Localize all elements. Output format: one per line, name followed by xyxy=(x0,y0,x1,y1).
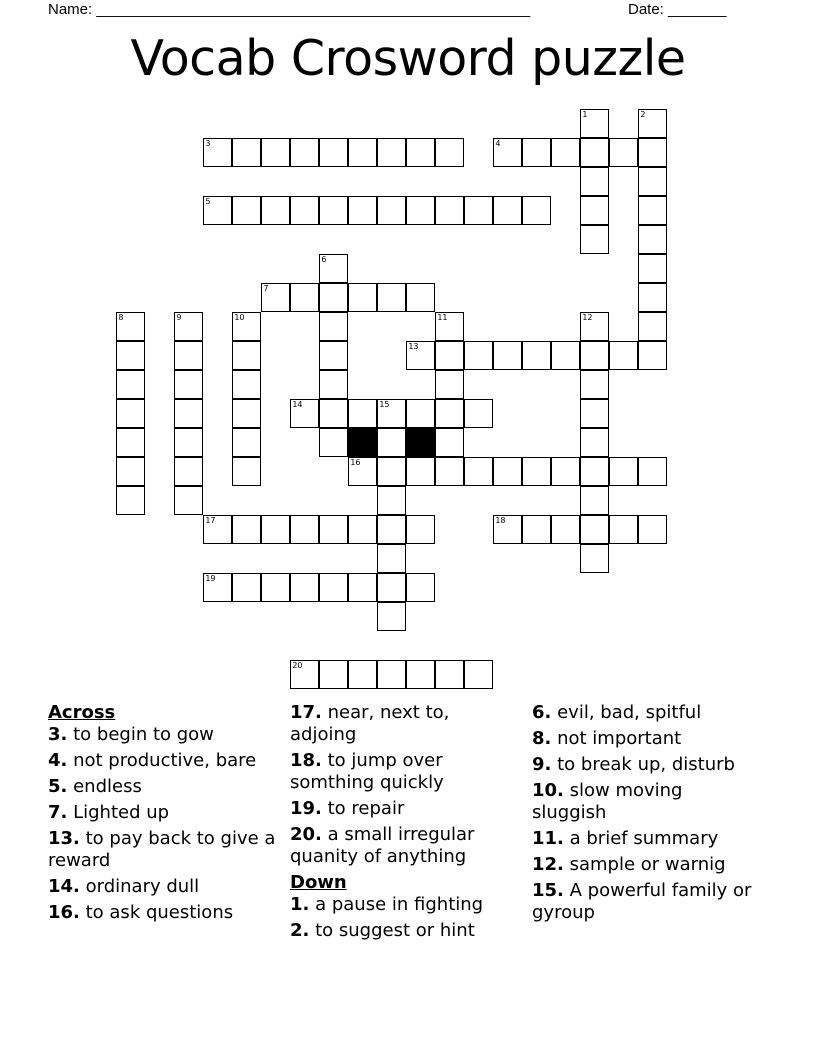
grid-cell[interactable] xyxy=(580,515,609,544)
grid-cell[interactable] xyxy=(290,138,319,167)
clue-text: a pause in fighting xyxy=(309,894,484,915)
grid-cell[interactable] xyxy=(580,341,609,370)
grid-cell[interactable] xyxy=(493,341,522,370)
grid-cell[interactable] xyxy=(522,515,551,544)
grid-cell[interactable] xyxy=(232,341,261,370)
grid-cell[interactable] xyxy=(580,196,609,225)
clue-number: 3. xyxy=(48,724,68,745)
grid-cell[interactable] xyxy=(116,428,145,457)
grid-cell[interactable] xyxy=(406,341,435,370)
across-heading: Across xyxy=(48,702,116,723)
grid-cell[interactable] xyxy=(116,370,145,399)
clue-number: 14. xyxy=(48,876,80,897)
down-heading: Down xyxy=(290,872,347,893)
clue-number-label: 16 xyxy=(350,458,361,468)
clue-number: 1. xyxy=(290,894,310,915)
grid-cell[interactable] xyxy=(609,138,638,167)
clue-item xyxy=(48,776,278,798)
grid-cell[interactable] xyxy=(290,399,319,428)
clue-item xyxy=(48,902,278,924)
grid-cell[interactable] xyxy=(319,573,348,602)
grid-cell[interactable] xyxy=(116,399,145,428)
clue-item xyxy=(532,754,762,776)
grid-cell[interactable] xyxy=(203,138,232,167)
grid-cell[interactable] xyxy=(493,515,522,544)
grid-cell[interactable] xyxy=(522,196,551,225)
grid-cell[interactable] xyxy=(406,399,435,428)
grid-cell[interactable] xyxy=(435,370,464,399)
clue-text: to suggest or hint xyxy=(309,920,475,941)
clue-number: 20. xyxy=(290,824,322,845)
grid-cell[interactable] xyxy=(580,486,609,515)
grid-cell[interactable] xyxy=(174,370,203,399)
clue-number: 16. xyxy=(48,902,80,923)
clue-item xyxy=(48,750,278,772)
clue-item xyxy=(532,880,762,924)
clue-number-label: 2 xyxy=(640,110,646,120)
grid-cell[interactable] xyxy=(116,457,145,486)
grid-cell[interactable] xyxy=(609,515,638,544)
grid-cell[interactable] xyxy=(203,196,232,225)
grid-cell[interactable] xyxy=(493,457,522,486)
grid-cell[interactable] xyxy=(406,138,435,167)
grid-cell[interactable] xyxy=(377,573,406,602)
grid-cell[interactable] xyxy=(377,399,406,428)
grid-cell[interactable] xyxy=(638,341,667,370)
grid-cell[interactable] xyxy=(493,196,522,225)
clue-number: 9. xyxy=(532,754,552,775)
clue-number-label: 14 xyxy=(292,400,303,410)
clue-number: 15. xyxy=(532,880,564,901)
grid-cell[interactable] xyxy=(522,138,551,167)
clue-number: 8. xyxy=(532,728,552,749)
crossword-grid xyxy=(117,110,717,710)
clue-number-label: 7 xyxy=(263,284,269,294)
grid-cell[interactable] xyxy=(232,428,261,457)
grid-cell[interactable] xyxy=(232,196,261,225)
grid-cell[interactable] xyxy=(290,515,319,544)
grid-cell[interactable] xyxy=(493,138,522,167)
clue-text: sample or warnig xyxy=(563,854,726,875)
clue-number: 12. xyxy=(532,854,564,875)
clue-number: 4. xyxy=(48,750,68,771)
clue-text: ordinary dull xyxy=(79,876,200,897)
clue-text: to break up, disturb xyxy=(551,754,735,775)
grid-cell[interactable] xyxy=(290,283,319,312)
grid-cell[interactable] xyxy=(551,341,580,370)
grid-cell[interactable] xyxy=(232,573,261,602)
clue-number: 18. xyxy=(290,750,322,771)
grid-cell[interactable] xyxy=(435,399,464,428)
clue-item xyxy=(532,728,762,750)
clue-text: to begin to gow xyxy=(67,724,214,745)
grid-cell[interactable] xyxy=(319,399,348,428)
grid-cell[interactable] xyxy=(261,138,290,167)
grid-cell[interactable] xyxy=(406,660,435,689)
name-field[interactable]: Name: ____________________________________________________ xyxy=(48,1,531,18)
clue-item xyxy=(532,828,762,850)
grid-cell[interactable] xyxy=(377,428,406,457)
grid-cell[interactable] xyxy=(174,341,203,370)
grid-cell[interactable] xyxy=(377,544,406,573)
grid-cell[interactable] xyxy=(319,515,348,544)
clue-text: Lighted up xyxy=(67,802,170,823)
grid-cell[interactable] xyxy=(232,138,261,167)
grid-cell[interactable] xyxy=(319,341,348,370)
grid-cell[interactable] xyxy=(435,196,464,225)
grid-cell[interactable] xyxy=(290,573,319,602)
clue-number: 19. xyxy=(290,798,322,819)
clue-number-label: 1 xyxy=(582,110,588,120)
grid-cell[interactable] xyxy=(464,399,493,428)
clue-number-label: 19 xyxy=(205,574,216,584)
clue-text: to repair xyxy=(321,798,405,819)
clue-text: to jump over somthing quickly xyxy=(290,750,444,793)
grid-cell[interactable] xyxy=(174,457,203,486)
grid-cell[interactable] xyxy=(580,138,609,167)
clues-column-2 xyxy=(290,702,520,946)
grid-cell[interactable] xyxy=(580,457,609,486)
grid-cell[interactable] xyxy=(609,341,638,370)
grid-cell[interactable] xyxy=(232,515,261,544)
clue-number-label: 12 xyxy=(582,313,593,323)
grid-cell[interactable] xyxy=(319,660,348,689)
grid-cell[interactable] xyxy=(580,428,609,457)
grid-cell[interactable] xyxy=(435,660,464,689)
grid-cell[interactable] xyxy=(638,457,667,486)
grid-cell[interactable] xyxy=(435,341,464,370)
grid-cell[interactable] xyxy=(290,660,319,689)
grid-cell[interactable] xyxy=(435,457,464,486)
clue-item xyxy=(48,876,278,898)
clue-item xyxy=(48,802,278,824)
grid-cell[interactable] xyxy=(522,341,551,370)
clue-number: 11. xyxy=(532,828,564,849)
clue-item xyxy=(532,854,762,876)
grid-cell[interactable] xyxy=(638,138,667,167)
grid-cell[interactable] xyxy=(116,341,145,370)
clue-item xyxy=(48,724,278,746)
black-cell xyxy=(406,428,435,457)
grid-cell[interactable] xyxy=(580,109,609,138)
grid-cell[interactable] xyxy=(406,196,435,225)
clue-text: evil, bad, spitful xyxy=(551,702,702,723)
clue-item xyxy=(532,702,762,724)
grid-cell[interactable] xyxy=(638,515,667,544)
clue-number: 10. xyxy=(532,780,564,801)
grid-cell[interactable] xyxy=(377,660,406,689)
grid-cell[interactable] xyxy=(377,196,406,225)
grid-cell[interactable] xyxy=(638,167,667,196)
clue-text: not productive, bare xyxy=(67,750,257,771)
clue-number: 6. xyxy=(532,702,552,723)
clue-item xyxy=(290,750,520,794)
grid-cell[interactable] xyxy=(377,138,406,167)
grid-cell[interactable] xyxy=(174,486,203,515)
grid-cell[interactable] xyxy=(174,428,203,457)
grid-cell[interactable] xyxy=(348,283,377,312)
clue-number-label: 17 xyxy=(205,516,216,526)
page-title: Vocab Crosword puzzle xyxy=(130,30,686,87)
clue-number: 2. xyxy=(290,920,310,941)
grid-cell[interactable] xyxy=(551,138,580,167)
clue-number-label: 6 xyxy=(321,255,327,265)
clues-column-3 xyxy=(532,702,762,928)
clue-number-label: 18 xyxy=(495,516,506,526)
clue-item xyxy=(290,702,520,746)
grid-cell[interactable] xyxy=(377,515,406,544)
grid-cell[interactable] xyxy=(203,515,232,544)
grid-cell[interactable] xyxy=(638,312,667,341)
grid-cell[interactable] xyxy=(348,457,377,486)
clue-text: slow moving sluggish xyxy=(532,780,683,823)
clue-number-label: 5 xyxy=(205,197,211,207)
clue-text: to ask questions xyxy=(79,902,234,923)
clue-text: to pay back to give a reward xyxy=(48,828,276,871)
grid-cell[interactable] xyxy=(551,515,580,544)
grid-cell[interactable] xyxy=(406,515,435,544)
grid-cell[interactable] xyxy=(464,196,493,225)
grid-cell[interactable] xyxy=(348,660,377,689)
grid-cell[interactable] xyxy=(464,660,493,689)
clue-item xyxy=(290,920,520,942)
grid-cell[interactable] xyxy=(232,312,261,341)
grid-cell[interactable] xyxy=(580,167,609,196)
grid-cell[interactable] xyxy=(348,138,377,167)
grid-cell[interactable] xyxy=(580,399,609,428)
grid-cell[interactable] xyxy=(261,196,290,225)
clue-text: not important xyxy=(551,728,682,749)
grid-cell[interactable] xyxy=(609,457,638,486)
grid-cell[interactable] xyxy=(348,196,377,225)
grid-cell[interactable] xyxy=(319,312,348,341)
date-field[interactable]: Date: _______ xyxy=(628,1,727,18)
grid-cell[interactable] xyxy=(377,486,406,515)
grid-cell[interactable] xyxy=(638,283,667,312)
grid-cell[interactable] xyxy=(580,312,609,341)
grid-cell[interactable] xyxy=(406,283,435,312)
black-cell xyxy=(348,428,377,457)
clue-number: 7. xyxy=(48,802,68,823)
grid-cell[interactable] xyxy=(348,399,377,428)
grid-cell[interactable] xyxy=(319,196,348,225)
clue-number-label: 20 xyxy=(292,661,303,671)
grid-cell[interactable] xyxy=(638,196,667,225)
clue-text: a small irregular quanity of anything xyxy=(290,824,475,867)
grid-cell[interactable] xyxy=(319,138,348,167)
grid-cell[interactable] xyxy=(377,283,406,312)
clue-item xyxy=(290,824,520,868)
grid-cell[interactable] xyxy=(232,399,261,428)
grid-cell[interactable] xyxy=(174,312,203,341)
grid-cell[interactable] xyxy=(406,573,435,602)
clue-number: 13. xyxy=(48,828,80,849)
grid-cell[interactable] xyxy=(638,225,667,254)
grid-cell[interactable] xyxy=(348,515,377,544)
grid-cell[interactable] xyxy=(580,370,609,399)
grid-cell[interactable] xyxy=(464,457,493,486)
clue-number-label: 15 xyxy=(379,400,390,410)
grid-cell[interactable] xyxy=(232,370,261,399)
clue-text: A powerful family or gyroup xyxy=(532,880,752,923)
grid-cell[interactable] xyxy=(435,428,464,457)
grid-cell[interactable] xyxy=(377,457,406,486)
grid-cell[interactable] xyxy=(290,196,319,225)
grid-cell[interactable] xyxy=(551,457,580,486)
grid-cell[interactable] xyxy=(319,254,348,283)
clue-item xyxy=(48,828,278,872)
grid-cell[interactable] xyxy=(522,457,551,486)
grid-cell[interactable] xyxy=(261,283,290,312)
grid-cell[interactable] xyxy=(377,602,406,631)
grid-cell[interactable] xyxy=(174,399,203,428)
grid-cell[interactable] xyxy=(348,573,377,602)
grid-cell[interactable] xyxy=(638,254,667,283)
grid-cell[interactable] xyxy=(464,341,493,370)
grid-cell[interactable] xyxy=(319,283,348,312)
clue-number-label: 9 xyxy=(176,313,182,323)
grid-cell[interactable] xyxy=(580,225,609,254)
clue-number-label: 10 xyxy=(234,313,245,323)
clue-number-label: 11 xyxy=(437,313,448,323)
clue-number-label: 3 xyxy=(205,139,211,149)
grid-cell[interactable] xyxy=(319,428,348,457)
clue-number: 5. xyxy=(48,776,68,797)
grid-cell[interactable] xyxy=(203,573,232,602)
grid-cell[interactable] xyxy=(261,515,290,544)
clue-number-label: 8 xyxy=(118,313,124,323)
grid-cell[interactable] xyxy=(580,544,609,573)
clue-item xyxy=(290,798,520,820)
grid-cell[interactable] xyxy=(319,370,348,399)
clue-number-label: 4 xyxy=(495,139,501,149)
grid-cell[interactable] xyxy=(435,312,464,341)
clue-text: a brief summary xyxy=(563,828,719,849)
grid-cell[interactable] xyxy=(638,109,667,138)
clue-text: endless xyxy=(67,776,142,797)
grid-cell[interactable] xyxy=(116,312,145,341)
clue-text: near, next to, adjoing xyxy=(290,702,450,745)
clue-item xyxy=(532,780,762,824)
grid-cell[interactable] xyxy=(232,457,261,486)
clues-column-1 xyxy=(48,702,278,928)
clue-item xyxy=(290,894,520,916)
clue-number: 17. xyxy=(290,702,322,723)
grid-cell[interactable] xyxy=(261,573,290,602)
clue-number-label: 13 xyxy=(408,342,419,352)
grid-cell[interactable] xyxy=(406,457,435,486)
grid-cell[interactable] xyxy=(116,486,145,515)
grid-cell[interactable] xyxy=(435,138,464,167)
